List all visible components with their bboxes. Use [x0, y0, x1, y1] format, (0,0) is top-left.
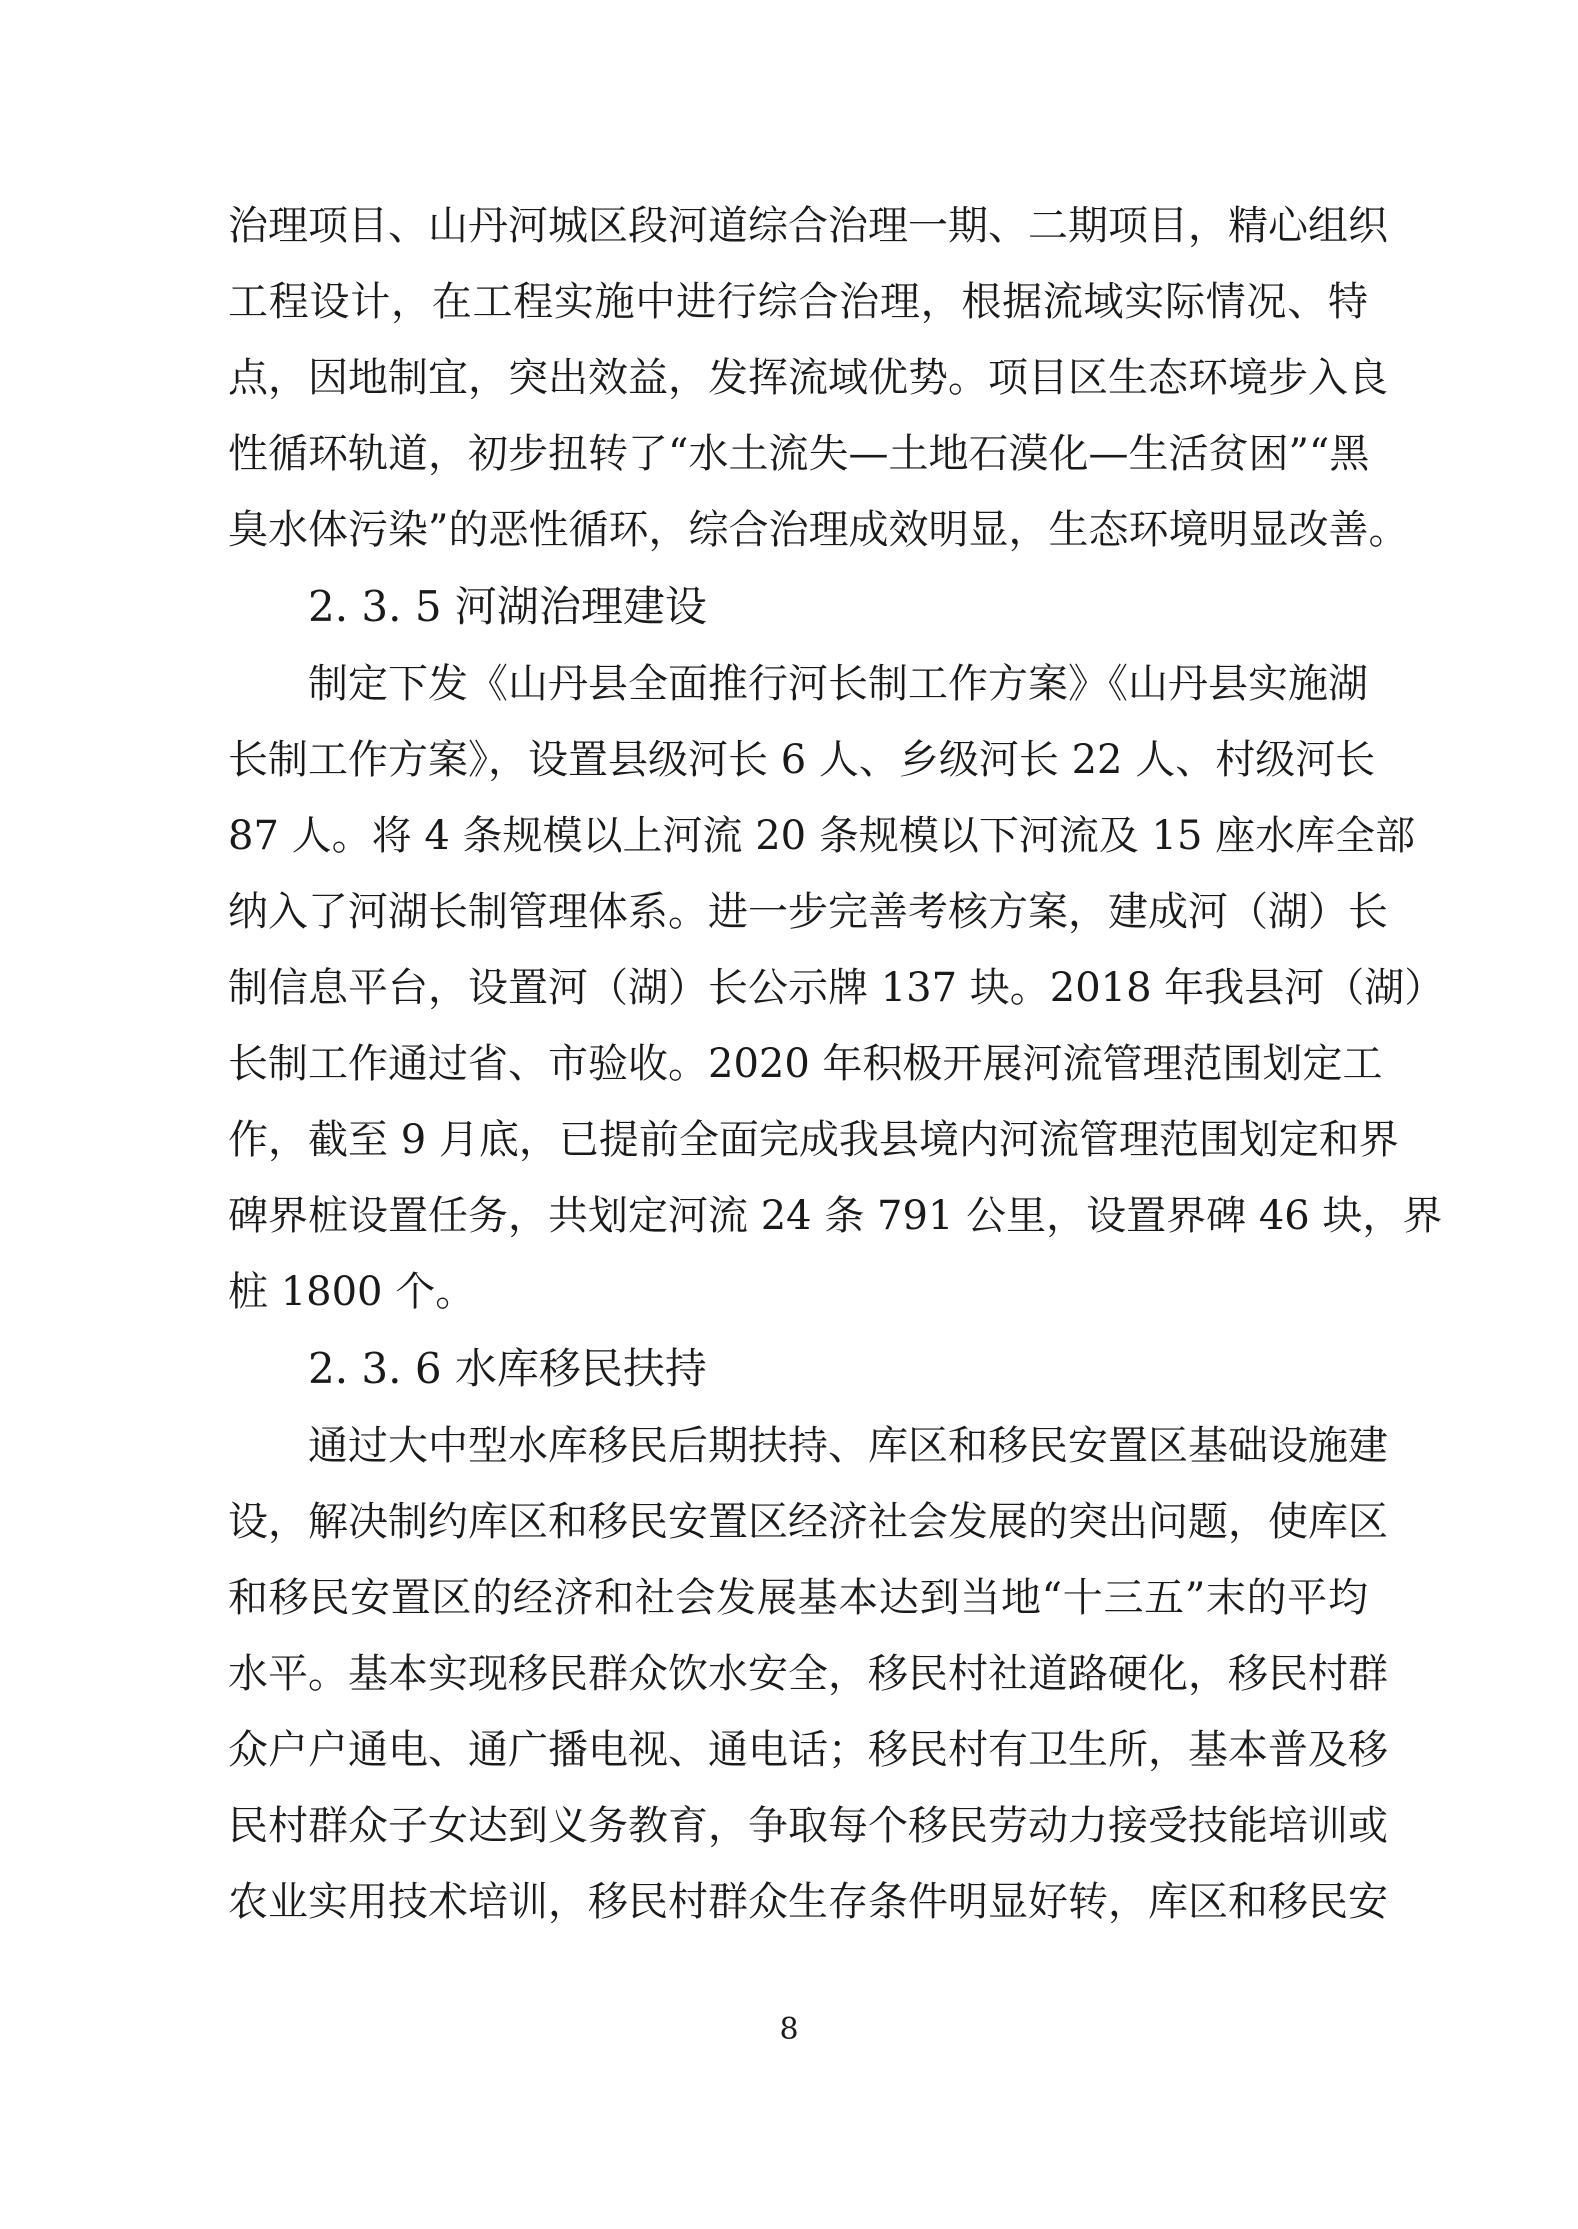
text-line: 水平。基本实现移民群众饮水安全，移民村社道路硬化，移民村群 [228, 1651, 1388, 1697]
page-number: 8 [779, 2012, 799, 2047]
text-line: 87 人。将 4 条规模以上河流 20 条规模以下河流及 15 座水库全部 [228, 813, 1416, 859]
paragraph-river-governance-results [228, 188, 1409, 568]
text-line: 制定下发《山丹县全面推行河长制工作方案》《山丹县实施湖 [308, 661, 1368, 707]
text-line: 长制工作通过省、市验收。2020 年积极开展河流管理范围划定工 [228, 1041, 1383, 1087]
text-line: 点，因地制宜，突出效益，发挥流域优势。项目区生态环境步入良 [228, 355, 1388, 401]
text-line: 工程设计，在工程实施中进行综合治理，根据流域实际情况、特 [228, 279, 1368, 325]
text-line: 性循环轨道，初步扭转了“水土流失—土地石漠化—生活贫困”“黑 [228, 431, 1370, 477]
section-heading-2-3-6: 2. 3. 6 水库移民扶持 [308, 1344, 707, 1393]
paragraph-reservoir-resettlement [228, 1408, 1388, 1940]
text-line: 通过大中型水库移民后期扶持、库区和移民安置区基础设施建 [308, 1423, 1388, 1469]
text-line: 和移民安置区的经济和社会发展基本达到当地“十三五”末的平均 [228, 1575, 1368, 1621]
text-line: 作，截至 9 月底，已提前全面完成我县境内河流管理范围划定和界 [228, 1117, 1399, 1163]
text-line: 治理项目、山丹河城区段河道综合治理一期、二期项目，精心组织 [228, 203, 1388, 249]
text-line: 纳入了河湖长制管理体系。进一步完善考核方案，建成河（湖）长 [228, 889, 1388, 935]
text-line: 臭水体污染”的恶性循环，综合治理成效明显，生态环境明显改善。 [228, 507, 1409, 553]
section-heading-2-3-5: 2. 3. 5 河湖治理建设 [308, 582, 707, 631]
text-line: 设，解决制约库区和移民安置区经济社会发展的突出问题，使库区 [228, 1499, 1388, 1545]
text-line: 众户户通电、通广播电视、通电话；移民村有卫生所，基本普及移 [228, 1727, 1388, 1773]
body-text [228, 188, 1445, 1940]
text-line: 农业实用技术培训，移民村群众生存条件明显好转，库区和移民安 [228, 1879, 1388, 1925]
text-line: 制信息平台，设置河（湖）长公示牌 137 块。2018 年我县河（湖） [228, 965, 1445, 1011]
text-line: 桩 1800 个。 [228, 1269, 476, 1315]
text-line: 民村群众子女达到义务教育，争取每个移民劳动力接受技能培训或 [228, 1803, 1388, 1849]
paragraph-river-lake-chief-system [228, 646, 1445, 1330]
text-line: 碑界桩设置任务，共划定河流 24 条 791 公里，设置界碑 46 块，界 [228, 1193, 1443, 1239]
text-line: 长制工作方案》，设置县级河长 6 人、乡级河长 22 人、村级河长 [228, 737, 1376, 783]
